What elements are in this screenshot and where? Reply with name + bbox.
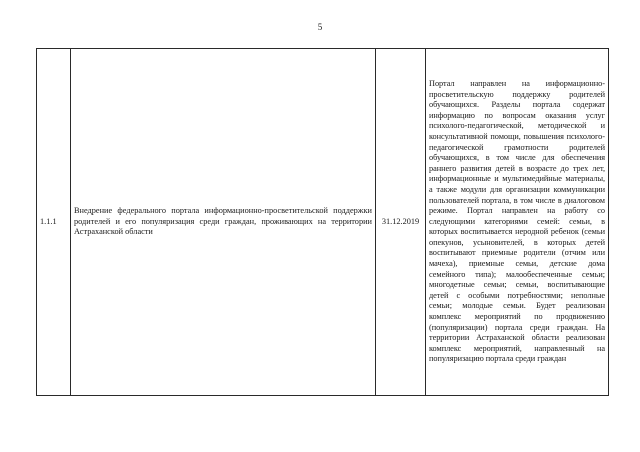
page-number: 5 <box>317 22 323 32</box>
event-description-cell: Внедрение федерального портала информационно-просветительской поддержки родителей и его популяризация среди граждан, проживающих на территории Астраханской области <box>71 49 376 396</box>
expected-result-cell: Портал направлен на информационно-просветительскую поддержку родителей обучающихся. Разделы портала содержат информацию по вопросам оказания услуг психолого-педагогической, методической и консультативной помощи, повышения психолого-педагогической грамотности родителей обучающихся, в том числе для обеспечения раннего развития детей в возрасте до трех лет, информационные и мультимедийные материалы, а также модули для организации коммуникации пользователей портала, в том числе в диалоговом режиме. Портал направлен на работу со следующими категориями семей: семьи, в которых воспитывается неродной ребенок (семьи опекунов, усыновителей, в которых детей воспитывают приемные родители (отчим или мачеха), приемные семьи, детские дома семейного типа); малообеспеченные семьи; многодетные семьи; семьи, воспитывающие детей с особыми потребностями; неполные семьи; молодые семьи. Будет реализован комплекс мероприятий по продвижению (популяризации) портала среди граждан. На территории Астраханской области реализован комплекс мероприятий, направленный на популяризацию портала среди граждан <box>426 49 609 396</box>
activity-table <box>36 48 609 396</box>
table-row <box>37 49 609 396</box>
deadline-date-cell: 31.12.2019 <box>376 49 426 396</box>
item-number-cell: 1.1.1 <box>37 49 71 396</box>
